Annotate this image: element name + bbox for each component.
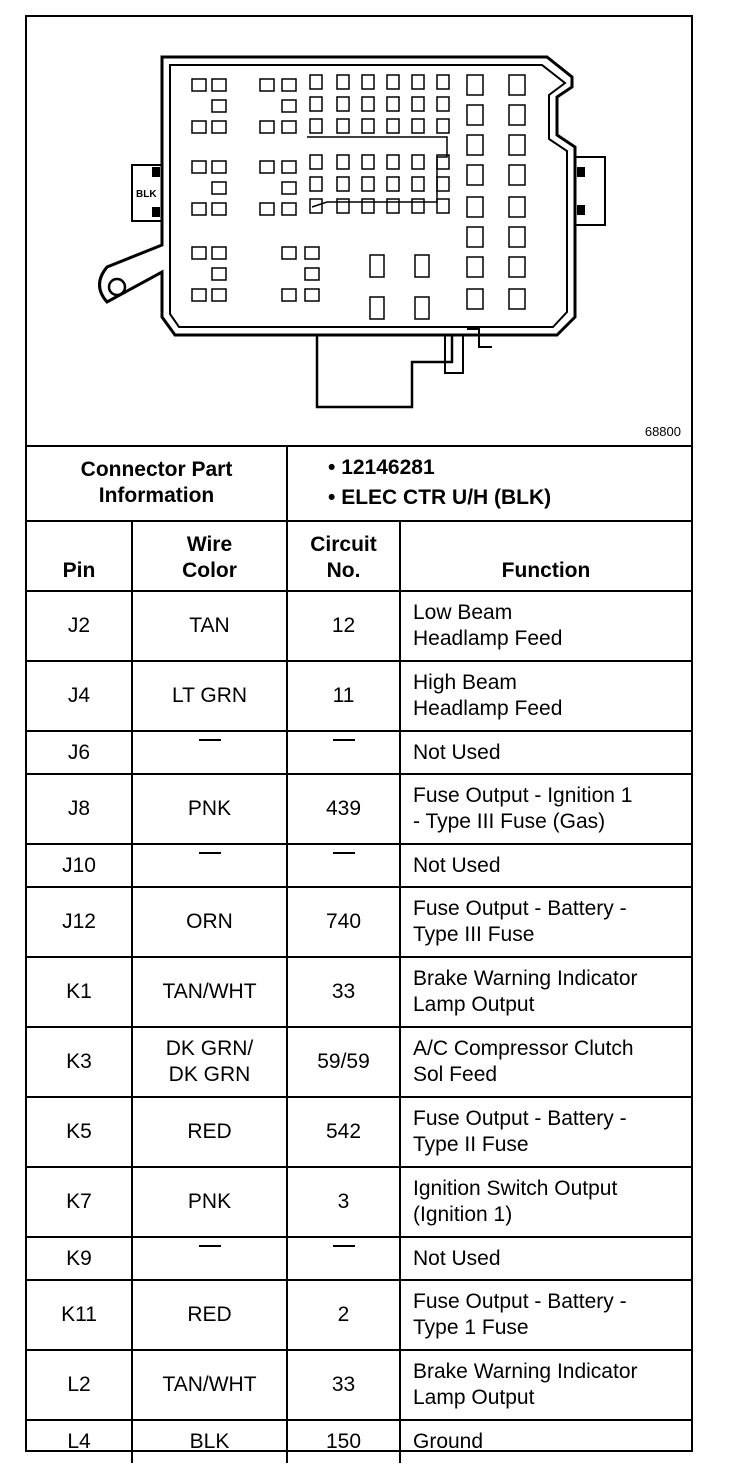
circuit-cell: 11 (287, 661, 400, 731)
connector-info-label: Connector Part Information (27, 445, 287, 521)
function-cell: A/C Compressor Clutch Sol Feed (400, 1027, 691, 1097)
circuit-cell (287, 731, 400, 774)
header-circuit-no: Circuit No. (287, 521, 400, 591)
empty-dash (333, 739, 355, 767)
function-cell: Ground (400, 1420, 691, 1463)
function-cell: Fuse Output - Battery - Type 1 Fuse (400, 1280, 691, 1350)
table-row (27, 591, 691, 661)
wire-color-cell: LT GRN (132, 661, 287, 731)
pin-cell: K3 (27, 1027, 132, 1097)
table-row (27, 887, 691, 957)
circuit-cell (287, 1237, 400, 1280)
table-row (27, 1167, 691, 1237)
function-cell: Fuse Output - Battery - Type II Fuse (400, 1097, 691, 1167)
wire-color-cell (132, 844, 287, 887)
function-cell: Brake Warning Indicator Lamp Output (400, 957, 691, 1027)
pin-cell: L4 (27, 1420, 132, 1463)
function-cell: Not Used (400, 731, 691, 774)
connector-info-row (27, 445, 691, 521)
part-description: • ELEC CTR U/H (BLK) (328, 485, 552, 509)
function-cell: High Beam Headlamp Feed (400, 661, 691, 731)
table-row (27, 661, 691, 731)
header-pin: Pin (27, 521, 132, 591)
wire-color-cell: BLK (132, 1420, 287, 1463)
circuit-cell: 33 (287, 957, 400, 1027)
wire-color-cell: TAN/WHT (132, 957, 287, 1027)
function-cell: Not Used (400, 844, 691, 887)
part-number: • 12146281 (328, 455, 435, 479)
function-cell: Not Used (400, 1237, 691, 1280)
pin-cell: J10 (27, 844, 132, 887)
wire-color-cell: RED (132, 1280, 287, 1350)
pin-cell: J4 (27, 661, 132, 731)
circuit-cell: 439 (287, 774, 400, 844)
circuit-cell: 59/59 (287, 1027, 400, 1097)
circuit-cell: 12 (287, 591, 400, 661)
pin-cell: J2 (27, 591, 132, 661)
table-row (27, 1420, 691, 1463)
connector-sheet (25, 15, 693, 1452)
pin-cell: K9 (27, 1237, 132, 1280)
wire-color-cell: PNK (132, 1167, 287, 1237)
pin-cell: L2 (27, 1350, 132, 1420)
circuit-cell: 33 (287, 1350, 400, 1420)
table-row (27, 1027, 691, 1097)
wire-color-cell: ORN (132, 887, 287, 957)
wire-color-cell (132, 731, 287, 774)
empty-dash (199, 1245, 221, 1273)
wire-color-cell: RED (132, 1097, 287, 1167)
pinout-table (27, 445, 691, 1463)
circuit-cell: 3 (287, 1167, 400, 1237)
pin-cell: J12 (27, 887, 132, 957)
function-cell: Low Beam Headlamp Feed (400, 591, 691, 661)
table-header-row (27, 521, 691, 591)
connector-info-values (287, 445, 691, 521)
pin-cell: J6 (27, 731, 132, 774)
table-row (27, 957, 691, 1027)
connector-color-tag: BLK (136, 189, 157, 200)
pin-cell: K11 (27, 1280, 132, 1350)
empty-dash (333, 852, 355, 880)
table-row (27, 774, 691, 844)
pin-cell: K7 (27, 1167, 132, 1237)
table-row (27, 1237, 691, 1280)
function-cell: Brake Warning Indicator Lamp Output (400, 1350, 691, 1420)
header-wire-color: Wire Color (132, 521, 287, 591)
wire-color-cell: PNK (132, 774, 287, 844)
wire-color-cell: TAN/WHT (132, 1350, 287, 1420)
pin-cell: J8 (27, 774, 132, 844)
table-row (27, 844, 691, 887)
header-function: Function (400, 521, 691, 591)
table-row (27, 1350, 691, 1420)
empty-dash (199, 739, 221, 767)
function-cell: Fuse Output - Ignition 1 - Type III Fuse (Gas) (400, 774, 691, 844)
empty-dash (333, 1245, 355, 1273)
empty-dash (199, 852, 221, 880)
figure-number: 68800 (644, 424, 681, 439)
wire-color-cell: DK GRN/ DK GRN (132, 1027, 287, 1097)
table-row (27, 1280, 691, 1350)
function-cell: Fuse Output - Battery - Type III Fuse (400, 887, 691, 957)
pin-cavity-grid (192, 75, 525, 319)
circuit-cell: 2 (287, 1280, 400, 1350)
circuit-cell: 740 (287, 887, 400, 957)
function-cell: Ignition Switch Output (Ignition 1) (400, 1167, 691, 1237)
circuit-cell: 150 (287, 1420, 400, 1463)
wire-color-cell (132, 1237, 287, 1280)
table-row (27, 1097, 691, 1167)
wire-color-cell: TAN (132, 591, 287, 661)
pin-cell: K1 (27, 957, 132, 1027)
circuit-cell: 542 (287, 1097, 400, 1167)
circuit-cell (287, 844, 400, 887)
pin-cell: K5 (27, 1097, 132, 1167)
connector-diagram (27, 17, 691, 447)
connector-face-drawing (27, 17, 691, 445)
table-row (27, 731, 691, 774)
